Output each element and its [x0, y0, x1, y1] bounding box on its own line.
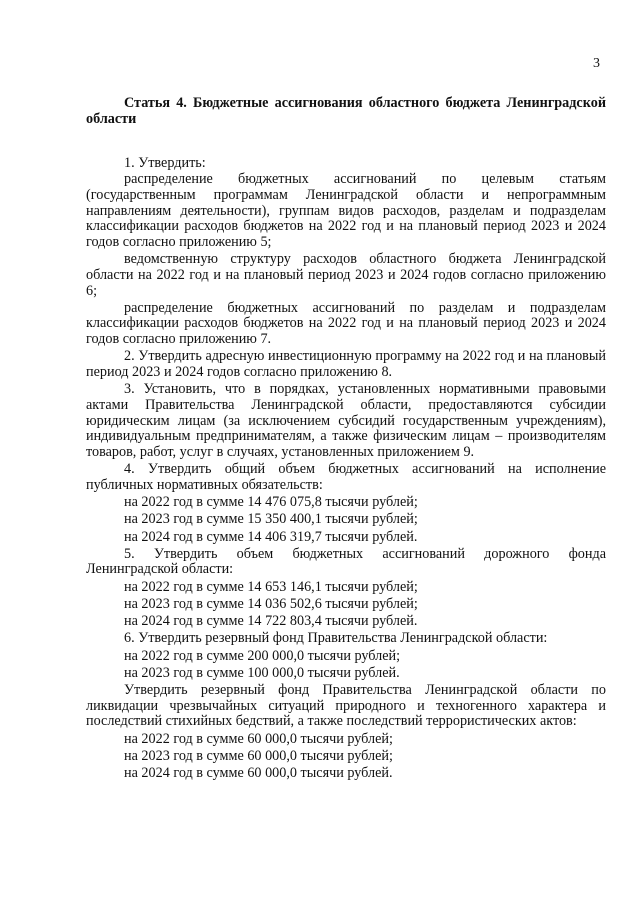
- list-item: на 2024 год в сумме 14 722 803,4 тысячи рублей.: [124, 613, 418, 630]
- document-body: [86, 96, 606, 782]
- paragraph: распределение бюджетных ассигнований по целевым статьям (государственным программам Ленинградской области и непрограммным направлениям деятельности), группам видов расходов, разделам и подразделам классификации расходов бюджетов на 2022 год и на плановый период 2023 и 2024 годов согласно приложению 5;: [86, 171, 606, 250]
- list-item: на 2023 год в сумме 100 000,0 тысячи рублей.: [124, 664, 400, 681]
- list-item: на 2022 год в сумме 60 000,0 тысячи рублей;: [124, 730, 393, 747]
- article-title: Статья 4. Бюджетные ассигнования областного бюджета Ленинградской области: [86, 95, 606, 127]
- list-item: на 2022 год в сумме 14 476 075,8 тысячи рублей;: [124, 494, 418, 511]
- list-item: на 2023 год в сумме 15 350 400,1 тысячи рублей;: [124, 511, 418, 528]
- paragraph: 2. Утвердить адресную инвестиционную программу на 2022 год и на плановый период 2023 и 2024 годов согласно приложению 8.: [86, 348, 606, 381]
- paragraph: распределение бюджетных ассигнований по разделам и подразделам классификации расходов бюджетов на 2022 год и на плановый период 2023 и 2024 годов согласно приложению 7.: [86, 299, 606, 348]
- paragraph: 6. Утвердить резервный фонд Правительства Ленинградской области:: [124, 630, 548, 647]
- paragraph: 4. Утвердить общий объем бюджетных ассигнований на исполнение публичных нормативных обязательств:: [86, 461, 606, 493]
- page-number: 3: [593, 56, 600, 71]
- list-item: на 2023 год в сумме 60 000,0 тысячи рублей;: [124, 747, 393, 764]
- list-item: на 2024 год в сумме 60 000,0 тысячи рублей.: [124, 764, 393, 781]
- paragraph: 5. Утвердить объем бюджетных ассигнований дорожного фонда Ленинградской области:: [86, 545, 606, 578]
- paragraph: 1. Утвердить:: [124, 155, 206, 172]
- paragraph: 3. Установить, что в порядках, установленных нормативными правовыми актами Правительства Ленинградской области, предоставляются субсидии юридическим лицам (за исключением субсидий государственным учреждениям), индивидуальным предпринимателям, а также физическим лицам – производителям товаров, работ, услуг в случаях, установленных приложением 9.: [86, 381, 606, 461]
- list-item: на 2022 год в сумме 14 653 146,1 тысячи рублей;: [124, 578, 418, 595]
- list-item: на 2023 год в сумме 14 036 502,6 тысячи рублей;: [124, 595, 418, 612]
- list-item: на 2024 год в сумме 14 406 319,7 тысячи рублей.: [124, 528, 418, 545]
- paragraph: Утвердить резервный фонд Правительства Ленинградской области по ликвидации чрезвычайных ситуаций природного и техногенного характера и последствий стихийных бедствий, а также последствий террористических актов:: [86, 681, 606, 730]
- paragraph: ведомственную структуру расходов областного бюджета Ленинградской области на 2022 год и на плановый период 2023 и 2024 годов согласно приложению 6;: [86, 251, 606, 299]
- list-item: на 2022 год в сумме 200 000,0 тысячи рублей;: [124, 647, 401, 664]
